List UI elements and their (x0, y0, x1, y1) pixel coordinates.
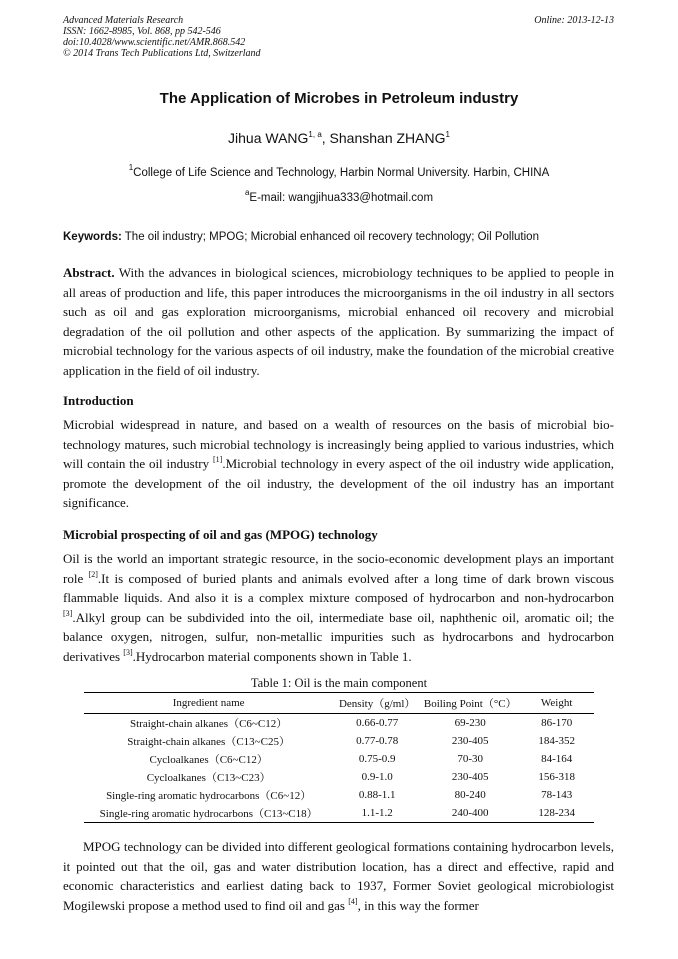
table-row (84, 786, 594, 804)
cell-weight: 84-164 (541, 753, 573, 765)
author-2-affil-mark: 1 (445, 130, 450, 139)
author-email (0, 188, 678, 204)
table-row (84, 732, 594, 750)
email-mark: a (244, 188, 250, 197)
copyright-line: © 2014 Trans Tech Publications Ltd, Switzerland (63, 48, 261, 59)
intro-text-1: Microbial widespread in nature, and based on a wealth of resources on the basis of microbial bio-technology matures, such microbial technology is increasingly being applied to various industries, which will contain the oil industry (63, 417, 614, 471)
citation-2: [2] (88, 569, 98, 579)
table-row (84, 750, 594, 768)
cell-weight: 86-170 (541, 717, 573, 729)
last-text-2: , in this way the former (357, 897, 479, 913)
keywords (63, 231, 623, 243)
mpog-paragraph (63, 549, 614, 666)
header-ingredient: Ingredient name (172, 697, 245, 709)
introduction-heading: Introduction (63, 393, 134, 408)
author-separator: , (321, 130, 330, 146)
cell-weight: 156-318 (538, 771, 576, 783)
keywords-label: Keywords: (63, 231, 122, 243)
mpog-text-2: .It is composed of buried plants and animals evolved after a long time of dark brown viscous flammable liquids. And also it is a complex mixture composed of hydrocarbon and non-hydrocarbon (63, 570, 614, 605)
oil-components-table (84, 692, 594, 823)
cell-boiling-point: 240-400 (451, 807, 489, 819)
cell-ingredient: Cycloalkanes（C6~C12） (149, 754, 268, 766)
mpog-heading: Microbial prospecting of oil and gas (MPOG) technology (63, 527, 378, 542)
email-text: E-mail: wangjihua333@hotmail.com (249, 192, 434, 204)
issn-line: ISSN: 1662-8985, Vol. 868, pp 542-546 (63, 26, 221, 37)
cell-density: 0.88-1.1 (358, 789, 396, 801)
affiliation-mark: 1 (128, 163, 134, 172)
cell-density: 1.1-1.2 (361, 807, 393, 819)
doi-line: doi:10.4028/www.scientific.net/AMR.868.542 (63, 37, 246, 48)
citation-1: [1] (213, 455, 223, 464)
paper-title: The Application of Microbes in Petroleum industry (159, 90, 519, 107)
header-boiling-point: Boiling Point（°C） (423, 698, 517, 710)
table-row (84, 768, 594, 786)
mpog-continuation-paragraph (63, 837, 614, 915)
online-date: Online: 2013-12-13 (534, 15, 614, 26)
cell-weight: 128-234 (538, 807, 576, 819)
journal-name: Advanced Materials Research (63, 15, 184, 26)
affiliation-text: College of Life Science and Technology, Harbin Normal University. Harbin, CHINA (133, 167, 550, 179)
cell-boiling-point: 70-30 (457, 753, 484, 765)
cell-density: 0.9-1.0 (361, 771, 393, 783)
table-caption: Table 1: Oil is the main component (250, 676, 428, 690)
cell-density: 0.75-0.9 (358, 753, 396, 765)
mpog-text-1: Oil is the world an important strategic resource, in the socio-economic development plays an important role (63, 551, 614, 586)
header-weight: Weight (540, 697, 573, 709)
table-row (84, 714, 594, 733)
cell-boiling-point: 230-405 (451, 735, 489, 747)
affiliation (0, 163, 678, 179)
journal-header (63, 15, 261, 59)
cell-weight: 78-143 (541, 789, 573, 801)
citation-3b: [3] (123, 647, 133, 657)
table-header-row (84, 693, 594, 714)
introduction-paragraph (63, 415, 614, 513)
abstract-text: With the advances in biological sciences, microbiology techniques to be applied to people in all areas of production and life, this paper introduces the microorganisms in the oil industry in all sectors such as oil and gas exploration microorganisms, microbial enhanced oil recovery and microbial degradation of the oil pollution and other aspects of the application. By summarizing the impact of microbial technology for the various aspects of oil industry, make the foundation of the microbial creative application in the field of oil industry. (63, 265, 614, 378)
cell-density: 0.66-0.77 (356, 717, 399, 729)
mpog-text-4: .Hydrocarbon material components shown in Table 1. (132, 648, 412, 664)
header-density: Density（g/ml） (338, 698, 416, 710)
author-2-name: Shanshan ZHANG (329, 130, 446, 146)
author-1-name: Jihua WANG (228, 130, 309, 146)
cell-ingredient: Single-ring aromatic hydrocarbons（C13~C18） (99, 808, 318, 820)
author-line (0, 130, 678, 146)
cell-ingredient: Straight-chain alkanes（C13~C25） (127, 736, 290, 748)
cell-ingredient: Single-ring aromatic hydrocarbons（C6~12） (106, 790, 312, 802)
cell-density: 0.77-0.78 (356, 735, 399, 747)
citation-3: [3] (63, 608, 73, 618)
cell-weight: 184-352 (538, 735, 576, 747)
intro-text-2: .Microbial technology in every aspect of the oil industry wide application, promote the development of the oil industry, the development of the oil industry has an important significance. (63, 456, 614, 510)
cell-ingredient: Cycloalkanes（C13~C23） (146, 772, 271, 784)
cell-ingredient: Straight-chain alkanes（C6~C12） (130, 718, 288, 730)
cell-boiling-point: 230-405 (451, 771, 489, 783)
mpog-text-3: .Alkyl group can be subdivided into the oil, intermediate base oil, naphthenic oil, aromatic oil; the balance oxygen, nitrogen, sulfur, non-metallic impurities such as hydrocarbons and hydrocarbon derivatives (63, 609, 614, 664)
abstract (63, 263, 614, 380)
citation-4: [4] (348, 896, 358, 906)
table-row (84, 804, 594, 823)
cell-boiling-point: 69-230 (454, 717, 486, 729)
cell-boiling-point: 80-240 (454, 789, 486, 801)
author-1-affil-mark: 1, a (308, 130, 322, 139)
abstract-label: Abstract. (63, 265, 115, 280)
keywords-text: The oil industry; MPOG; Microbial enhanced oil recovery technology; Oil Pollution (121, 231, 539, 243)
last-text-1: MPOG technology can be divided into different geological formations containing hydrocarbon levels, it pointed out that the oil, gas and water distribution location, has a direct and effective, rapid and economic characteristics and earliest dating back to 1937, Former Soviet geological microbiologist Mogilewski propose a method used to find oil and gas (63, 839, 614, 913)
